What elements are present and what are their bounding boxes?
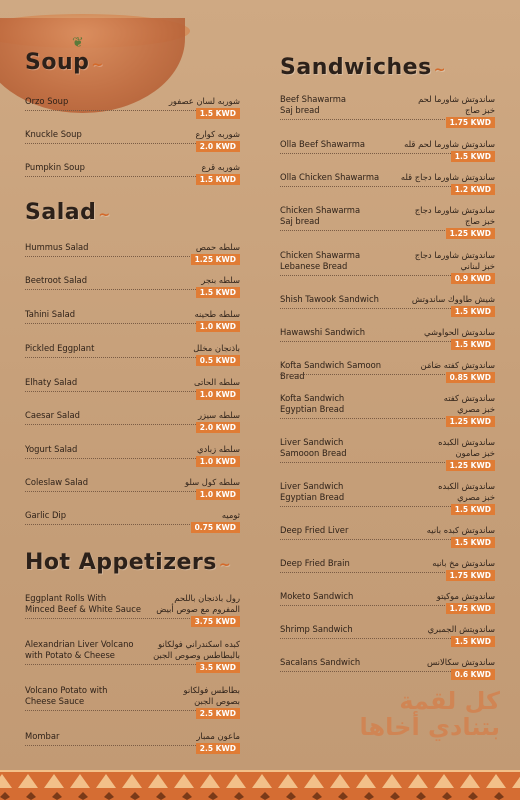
price-badge: 1.25 KWD — [446, 460, 495, 471]
item-name-ar: ماعون ممبار — [196, 731, 240, 741]
menu-item — [280, 558, 495, 583]
item-name-en: Eggplant Rolls With Minced Beef & White Sauce — [25, 593, 141, 614]
item-name-en: Moketo Sandwich — [280, 591, 354, 601]
menu-item — [280, 294, 495, 319]
item-name-en: Tahini Salad — [25, 309, 76, 319]
price-badge: 0.75 KWD — [191, 522, 240, 533]
item-name-ar: سلطه كول سلو — [185, 477, 240, 487]
price-badge: 1.5 KWD — [451, 306, 495, 317]
item-name-en: Coleslaw Salad — [25, 477, 89, 487]
item-name-en: Chicken Shawarma Lebanese Bread — [280, 250, 361, 271]
menu-item — [280, 657, 495, 682]
item-name-en: Olla Beef Shawarma — [280, 139, 366, 149]
menu-item — [280, 393, 495, 429]
item-name-en: Yogurt Salad — [25, 444, 78, 454]
menu-item — [280, 205, 495, 241]
price-badge: 1.0 KWD — [196, 489, 240, 500]
price-badge: 1.2 KWD — [451, 184, 495, 195]
item-name-ar: سلطه الحاتى — [194, 377, 240, 387]
item-name-ar: ساندوتش الكبده خبز مصري — [438, 481, 495, 502]
menu-item — [280, 327, 495, 352]
item-name-en: Shish Tawook Sandwich — [280, 294, 379, 304]
item-name-en: Elhaty Salad — [25, 377, 78, 387]
item-name-ar: سلطه سيزر — [197, 410, 240, 420]
menu-item — [280, 94, 495, 130]
swirl-icon: ~ — [218, 557, 232, 573]
menu-item — [280, 525, 495, 550]
item-name-en: Deep Fried Brain — [280, 558, 350, 568]
price-badge: 3.5 KWD — [196, 662, 240, 673]
item-name-ar: ساندوتش الحواوشي — [424, 327, 495, 337]
sandwiches-heading: Sandwiches ~ — [280, 55, 446, 80]
item-name-en: Alexandrian Liver Volcano with Potato & Cheese — [25, 639, 134, 660]
menu-item — [25, 510, 240, 535]
price-badge: 1.0 KWD — [196, 456, 240, 467]
item-name-ar: ساندويتش الجمبري — [427, 624, 495, 634]
item-name-ar: سلطه حمص — [195, 242, 240, 252]
slogan-line-1: كل لقمة — [399, 687, 500, 715]
menu-item — [25, 242, 240, 267]
item-name-ar: شوربه كوارع — [195, 129, 240, 139]
menu-item — [25, 129, 240, 154]
price-badge: 1.0 KWD — [196, 321, 240, 332]
menu-item — [280, 624, 495, 649]
item-name-en: Beef Shawarma Saj bread — [280, 94, 346, 115]
menu-item — [280, 139, 495, 164]
hot-appetizers-heading: Hot Appetizers ~ — [25, 550, 232, 575]
menu-item — [280, 250, 495, 286]
item-name-ar: شيش طاووك ساندوتش — [411, 294, 495, 304]
item-name-ar: شوربه لسان عصفور — [168, 96, 240, 106]
price-badge: 2.0 KWD — [196, 422, 240, 433]
price-badge: 1.75 KWD — [446, 570, 495, 581]
item-name-ar: رول باذنجان باللحم المفروم مع صوص أبيض — [156, 593, 240, 614]
salad-heading: Salad ~ — [25, 200, 111, 225]
item-name-ar: ساندوتش كفته صَامَن — [420, 360, 495, 370]
price-badge: 1.5 KWD — [451, 504, 495, 515]
item-name-en: Sacalans Sandwich — [280, 657, 361, 667]
price-badge: 0.85 KWD — [446, 372, 495, 383]
soup-heading: Soup ~ — [25, 50, 104, 75]
swirl-icon: ~ — [91, 57, 104, 73]
price-badge: 1.5 KWD — [196, 174, 240, 185]
price-badge: 0.5 KWD — [196, 355, 240, 366]
price-badge: 1.25 KWD — [446, 416, 495, 427]
item-name-ar: سلطه زبادي — [196, 444, 240, 454]
item-name-en: Knuckle Soup — [25, 129, 82, 139]
menu-item — [25, 377, 240, 402]
price-badge: 1.5 KWD — [196, 287, 240, 298]
menu-item — [25, 444, 240, 469]
price-badge: 1.5 KWD — [451, 151, 495, 162]
item-name-ar: ساندوتش سكالانس — [427, 657, 495, 667]
menu-item — [280, 481, 495, 517]
price-badge: 1.5 KWD — [196, 108, 240, 119]
price-badge: 1.5 KWD — [451, 537, 495, 548]
price-badge: 0.9 KWD — [451, 273, 495, 284]
menu-item — [25, 410, 240, 435]
price-badge: 1.25 KWD — [446, 228, 495, 239]
menu-item — [25, 593, 240, 629]
item-name-ar: ساندوتش شاورما لحم قله — [404, 139, 495, 149]
item-name-en: Deep Fried Liver — [280, 525, 349, 535]
price-badge: 1.5 KWD — [451, 339, 495, 350]
item-name-ar: شوربه قرع — [201, 162, 240, 172]
price-badge: 3.75 KWD — [191, 616, 240, 627]
item-name-en: Beetroot Salad — [25, 275, 88, 285]
menu-item — [25, 731, 240, 756]
item-name-ar: ساندوتش موكيتو — [436, 591, 495, 601]
menu-item — [280, 437, 495, 473]
menu-item — [25, 309, 240, 334]
item-name-ar: ثوميه — [221, 510, 240, 520]
price-badge: 1.25 KWD — [191, 254, 240, 265]
price-badge: 1.75 KWD — [446, 603, 495, 614]
price-badge: 1.75 KWD — [446, 117, 495, 128]
menu-item — [280, 172, 495, 197]
item-name-ar: ساندوتش كبده بانيه — [426, 525, 495, 535]
item-name-en: Shrimp Sandwich — [280, 624, 353, 634]
item-name-ar: ساندوتش شاورما دجاج خبز لبناني — [414, 250, 495, 271]
item-name-ar: باذنجان مخلل — [193, 343, 240, 353]
item-name-en: Garlic Dip — [25, 510, 67, 520]
menu-item — [25, 685, 240, 721]
item-name-ar: بطاطس فولكانو بصوص الجبن — [183, 685, 240, 706]
item-name-en: Chicken Shawarma Saj bread — [280, 205, 361, 226]
price-badge: 1.5 KWD — [451, 636, 495, 647]
menu-item — [25, 96, 240, 121]
menu-item — [280, 360, 495, 385]
item-name-en: Mombar — [25, 731, 60, 741]
item-name-ar: سلطه طحينه — [194, 309, 240, 319]
triangle-pattern-icon — [0, 770, 520, 800]
item-name-en: Volcano Potato with Cheese Sauce — [25, 685, 108, 706]
slogan — [270, 688, 500, 748]
item-name-en: Hummus Salad — [25, 242, 89, 252]
item-name-ar: ساندوتش شاورما لحم خبز صاج — [418, 94, 495, 115]
item-name-en: Orzo Soup — [25, 96, 69, 106]
menu-item — [25, 477, 240, 502]
item-name-ar: ساندوتش الكبده خبز صامون — [438, 437, 495, 458]
item-name-ar: كبده اسكندراني فولكانو بالبطاطس وصوص الجبن — [153, 639, 240, 660]
price-badge: 2.5 KWD — [196, 743, 240, 754]
menu-item — [25, 162, 240, 187]
item-name-ar: ساندوتش كفته خبز مصري — [443, 393, 495, 414]
item-name-en: Liver Sandwich Egyptian Bread — [280, 481, 345, 502]
item-name-ar: ساندوتش مخ بانيه — [432, 558, 495, 568]
menu-item — [25, 343, 240, 368]
menu-item — [25, 639, 240, 675]
menu-item — [280, 591, 495, 616]
footer-pattern — [0, 770, 520, 800]
item-name-en: Liver Sandwich Samooon Bread — [280, 437, 347, 458]
swirl-icon: ~ — [98, 207, 111, 223]
item-name-en: Caesar Salad — [25, 410, 80, 420]
item-name-ar: ساندوتش شاورما دجاج قله — [400, 172, 495, 182]
item-name-ar: سلطه بنجر — [201, 275, 240, 285]
item-name-en: Hawawshi Sandwich — [280, 327, 366, 337]
item-name-ar: ساندوتش شاورما دجاج خبز صاج — [414, 205, 495, 226]
slogan-line-2: بتنادي أخاها — [359, 713, 500, 741]
price-badge: 1.0 KWD — [196, 389, 240, 400]
leaf-icon: ❦ — [72, 35, 84, 51]
swirl-icon: ~ — [433, 62, 446, 78]
item-name-en: Kofta Sandwich Egyptian Bread — [280, 393, 345, 414]
item-name-en: Olla Chicken Shawarma — [280, 172, 380, 182]
item-name-en: Pumpkin Soup — [25, 162, 85, 172]
price-badge: 0.6 KWD — [451, 669, 495, 680]
item-name-en: Pickled Eggplant — [25, 343, 95, 353]
menu-item — [25, 275, 240, 300]
item-name-en: Kofta Sandwich Samoon Bread — [280, 360, 382, 381]
price-badge: 2.0 KWD — [196, 141, 240, 152]
price-badge: 2.5 KWD — [196, 708, 240, 719]
